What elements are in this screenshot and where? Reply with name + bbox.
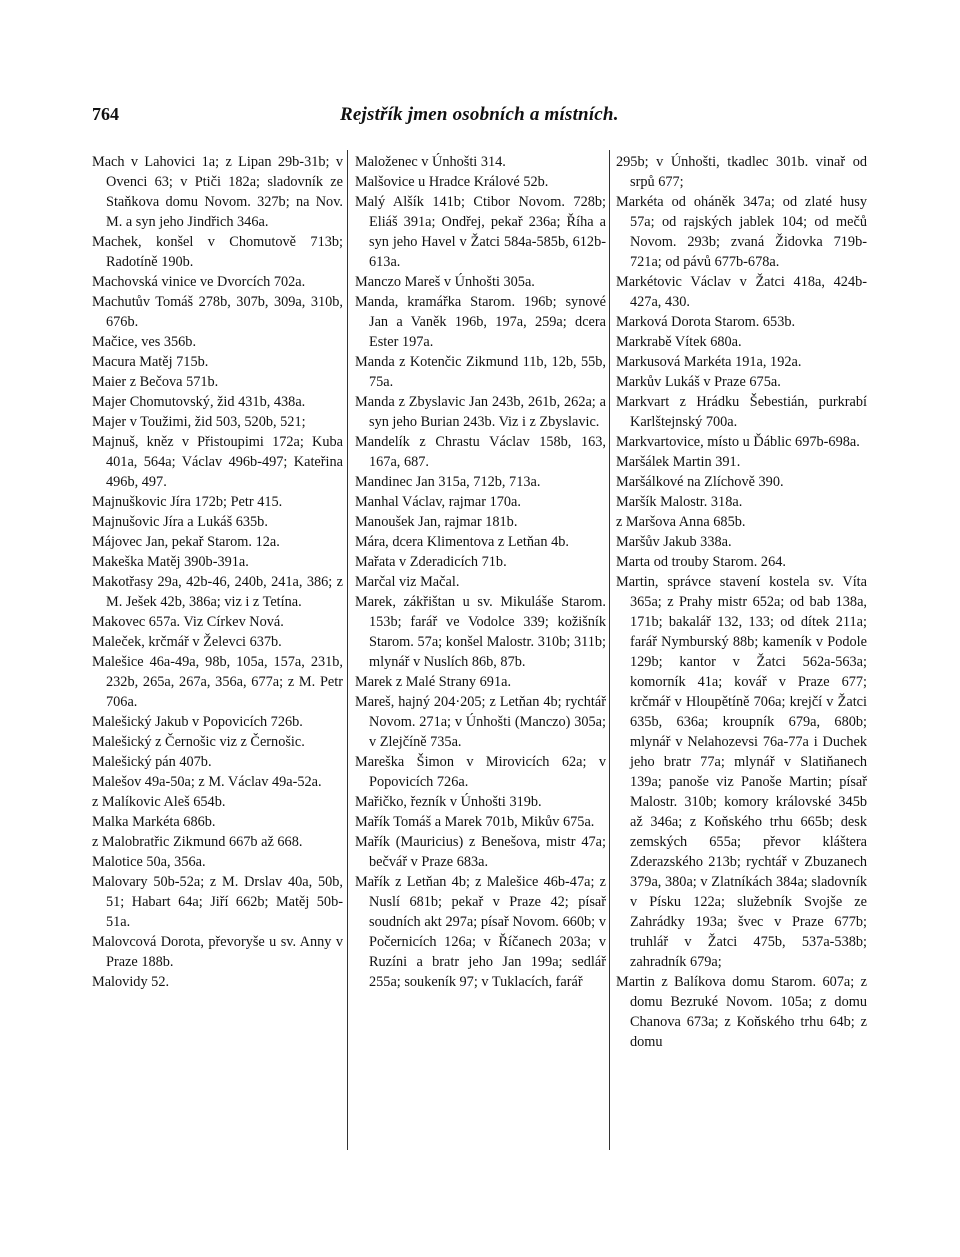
index-entry: z Malobratřic Zikmund 667b až 668. xyxy=(92,834,303,850)
index-entry: Manda z Kotenčic Zikmund 11b, 12b, 55b, 75a. xyxy=(355,354,606,390)
index-entry: Maier z Bečova 571b. xyxy=(92,374,219,390)
index-entry: Marková Dorota Starom. 653b. xyxy=(616,314,796,330)
index-entry: Májovec Jan, pekař Starom. 12a. xyxy=(92,534,280,550)
index-entry: Manoušek Jan, rajmar 181b. xyxy=(355,514,518,530)
index-entry: Manhal Václav, rajmar 170a. xyxy=(355,494,521,510)
index-entry: Majer v Toužimi, žid 503, 520b, 521; xyxy=(92,414,306,430)
index-entry: Malešov 49a-50a; z M. Václav 49a-52a. xyxy=(92,774,322,790)
index-entry: Martin z Balíkova domu Starom. 607a; z domu Bezruké Novom. 105a; z domu Chanova 673a; z Koňského trhu 64b; z domu xyxy=(616,974,867,1050)
index-entry: Malý Alšík 141b; Ctibor Novom. 728b; Eliáš 391a; Ondřej, pekař 236a; Říha a syn jeho Havel v Žatci 584a-585b, 612b-613a. xyxy=(355,194,606,270)
index-entry: Malešický z Černošic viz z Černošic. xyxy=(92,734,305,750)
index-entry: Marta od trouby Starom. 264. xyxy=(616,554,786,570)
index-entry: Markův Lukáš v Praze 675a. xyxy=(616,374,781,390)
index-entry: Malešický Jakub v Popovicích 726b. xyxy=(92,714,303,730)
index-entry: Mach v Lahovici 1a; z Lipan 29b-31b; v Ovenci 63; v Ptiči 182a; sladovník ze Staňkova domu Novom. 327b; na Nov. M. a syn jeho Jindřich 346a. xyxy=(92,154,343,230)
index-entry: Makeška Matěj 390b-391a. xyxy=(92,554,249,570)
index-entry: Manda z Zbyslavic Jan 243b, 261b, 262a; a syn jeho Burian 243b. Viz i z Zbyslavic. xyxy=(355,394,606,430)
index-entry: Marek, zákřištan u sv. Mikuláše Starom. 153b; farář ve Vodolce 339; kožišník Starom. 57a; konšel Malostr. 310b; 311b; mlynář v Nuslích 86b, 87b. xyxy=(355,594,606,670)
index-entry: Macura Matěj 715b. xyxy=(92,354,209,370)
index-column-2 xyxy=(355,152,606,992)
index-entry: z Maršova Anna 685b. xyxy=(616,514,746,530)
index-entry: Majnušovic Jíra a Lukáš 635b. xyxy=(92,514,268,530)
index-entry: Machutův Tomáš 278b, 307b, 309a, 310b, 676b. xyxy=(92,294,343,330)
index-entry: Marčal viz Mačal. xyxy=(355,574,460,590)
index-entry: Malešický pán 407b. xyxy=(92,754,212,770)
index-entry: Mařičko, řezník v Únhošti 319b. xyxy=(355,794,542,810)
index-entry: Maršálkové na Zlíchově 390. xyxy=(616,474,784,490)
index-entry: Mandelík z Chrastu Václav 158b, 163, 167a, 687. xyxy=(355,434,606,470)
index-entry: Maršův Jakub 338a. xyxy=(616,534,732,550)
index-entry: Manczo Mareš v Únhošti 305a. xyxy=(355,274,535,290)
index-entry: Maloženec v Únhošti 314. xyxy=(355,154,506,170)
index-entry: Mačice, ves 356b. xyxy=(92,334,197,350)
index-entry: Markusová Markéta 191a, 192a. xyxy=(616,354,802,370)
index-entry: Manda, kramářka Starom. 196b; synové Jan a Vaněk 196b, 197a, 259a; dcera Ester 197a. xyxy=(355,294,606,350)
index-entry: Marek z Malé Strany 691a. xyxy=(355,674,512,690)
index-entry: Majer Chomutovský, žid 431b, 438a. xyxy=(92,394,306,410)
index-entry: Mařík z Letňan 4b; z Malešice 46b-47a; z Nuslí 681b; pekař v Praze 42; písař soudních akt 297a; písař Novom. 660b; v Počernicích 126a; v Říčanech 203a; v Ruzíni a bratr jeho Jan 199a; sedlář 255a; soukeník 97; v Tuklacích, farář xyxy=(355,874,606,990)
index-entry: Mandinec Jan 315a, 712b, 713a. xyxy=(355,474,541,490)
index-entry: Mareš, hajný 204·205; z Letňan 4b; rychtář Novom. 271a; v Únhošti (Manczo) 305a; v Zlejčíně 735a. xyxy=(355,694,606,750)
index-column-1 xyxy=(92,152,343,992)
index-entry: Machovská vinice ve Dvorcích 702a. xyxy=(92,274,306,290)
index-entry: 295b; v Únhošti, tkadlec 301b. vinař od srpů 677; xyxy=(616,154,867,190)
column-divider xyxy=(609,150,610,1150)
index-entry: Mára, dcera Klimentova z Letňan 4b. xyxy=(355,534,569,550)
index-entry: Majnuškovic Jíra 172b; Petr 415. xyxy=(92,494,283,510)
index-entry: Markvartovice, místo u Ďáblic 697b-698a. xyxy=(616,434,860,450)
index-entry: Malšovice u Hradce Králové 52b. xyxy=(355,174,549,190)
index-entry: Malotice 50a, 356a. xyxy=(92,854,206,870)
index-entry: Mareška Šimon v Mirovicích 62a; v Popovicích 726a. xyxy=(355,754,606,790)
index-entry: Maršík Malostr. 318a. xyxy=(616,494,743,510)
index-entry: Malovary 50b-52a; z M. Drslav 40a, 50b, 51; Habart 64a; Jiří 662b; Matěj 50b-51a. xyxy=(92,874,343,930)
index-entry: Markéta od oháněk 347a; od zlaté husy 57a; od rajských jablek 104; od mečů Novom. 293b; zvaná Židovka 719b-721a; od pávů 677b-678a. xyxy=(616,194,867,270)
index-column-3 xyxy=(616,152,867,1052)
index-entry: Majnuš, kněz v Přistoupimi 172a; Kuba 401a, 564a; Václav 496b-497; Kateřina 496b, 497. xyxy=(92,434,343,490)
index-entry: Mařík (Mauricius) z Benešova, mistr 47a; bečvář v Praze 683a. xyxy=(355,834,606,870)
index-entry: Maršálek Martin 391. xyxy=(616,454,741,470)
index-entry: Machek, konšel v Chomutově 713b; Radotíně 190b. xyxy=(92,234,343,270)
index-entry: Markétovic Václav v Žatci 418a, 424b-427a, 430. xyxy=(616,274,867,310)
index-entry: Malešice 46a-49a, 98b, 105a, 157a, 231b, 232b, 265a, 267a, 356a, 677a; z M. Petr 706a. xyxy=(92,654,343,710)
index-entry: Makovec 657a. Viz Církev Nová. xyxy=(92,614,284,630)
column-divider xyxy=(347,150,348,1150)
running-title: Rejstřík jmen osobních a místních. xyxy=(340,104,619,125)
index-entry: Martin, správce stavení kostela sv. Víta 365a; z Prahy mistr 652a; od bab 138a, 171b; bakalář 132, 133; od dítek 211a; farář Nymburský 88b; kameník v Podole 129b; kantor v Žatci 562a-563a; komorník 41a; kovář v Praze 677; krčmář v Hloupětíně 706a; krejčí v Žatci 635b, 636a; kroupník 679a, 680b; mlynář v Nelahozevsi 76a-77a i Duchek jeho bratr 77a; mlynář v Slatiňanech 139a; panoše viz Panoše Martin; písař Malostr. 310b; komory královské 345b až 346a; z Koňského trhu 665b; desk zemských 655a; převor kláštera Zderazského 213b; rychtář v Zbuzanech 379a, 380a; v Zlatníkách 384a; sladovník v Písku 122a; služebník Svojše ze Zahrádky 193a; švec v Praze 677b; truhlář v Žatci 475b, 537a-538b; zahradník 679a; xyxy=(616,574,867,970)
page-number: 764 xyxy=(92,104,119,124)
index-entry: Malovcová Dorota, převoryše u sv. Anny v Praze 188b. xyxy=(92,934,343,970)
index-entry: Malka Markéta 686b. xyxy=(92,814,216,830)
index-entry: Markvart z Hrádku Šebestián, purkrabí Karlštejnský 700a. xyxy=(616,394,867,430)
index-entry: Maleček, krčmář v Želevci 637b. xyxy=(92,634,282,650)
index-entry: Mařata v Zderadicích 71b. xyxy=(355,554,507,570)
index-entry: z Malíkovic Aleš 654b. xyxy=(92,794,226,810)
index-entry: Mařík Tomáš a Marek 701b, Mikův 675a. xyxy=(355,814,595,830)
index-entry: Markrabě Vítek 680a. xyxy=(616,334,742,350)
index-entry: Makotřasy 29a, 42b-46, 240b, 241a, 386; z M. Ješek 42b, 386a; viz i z Tetína. xyxy=(92,574,343,610)
index-entry: Malovidy 52. xyxy=(92,974,170,990)
